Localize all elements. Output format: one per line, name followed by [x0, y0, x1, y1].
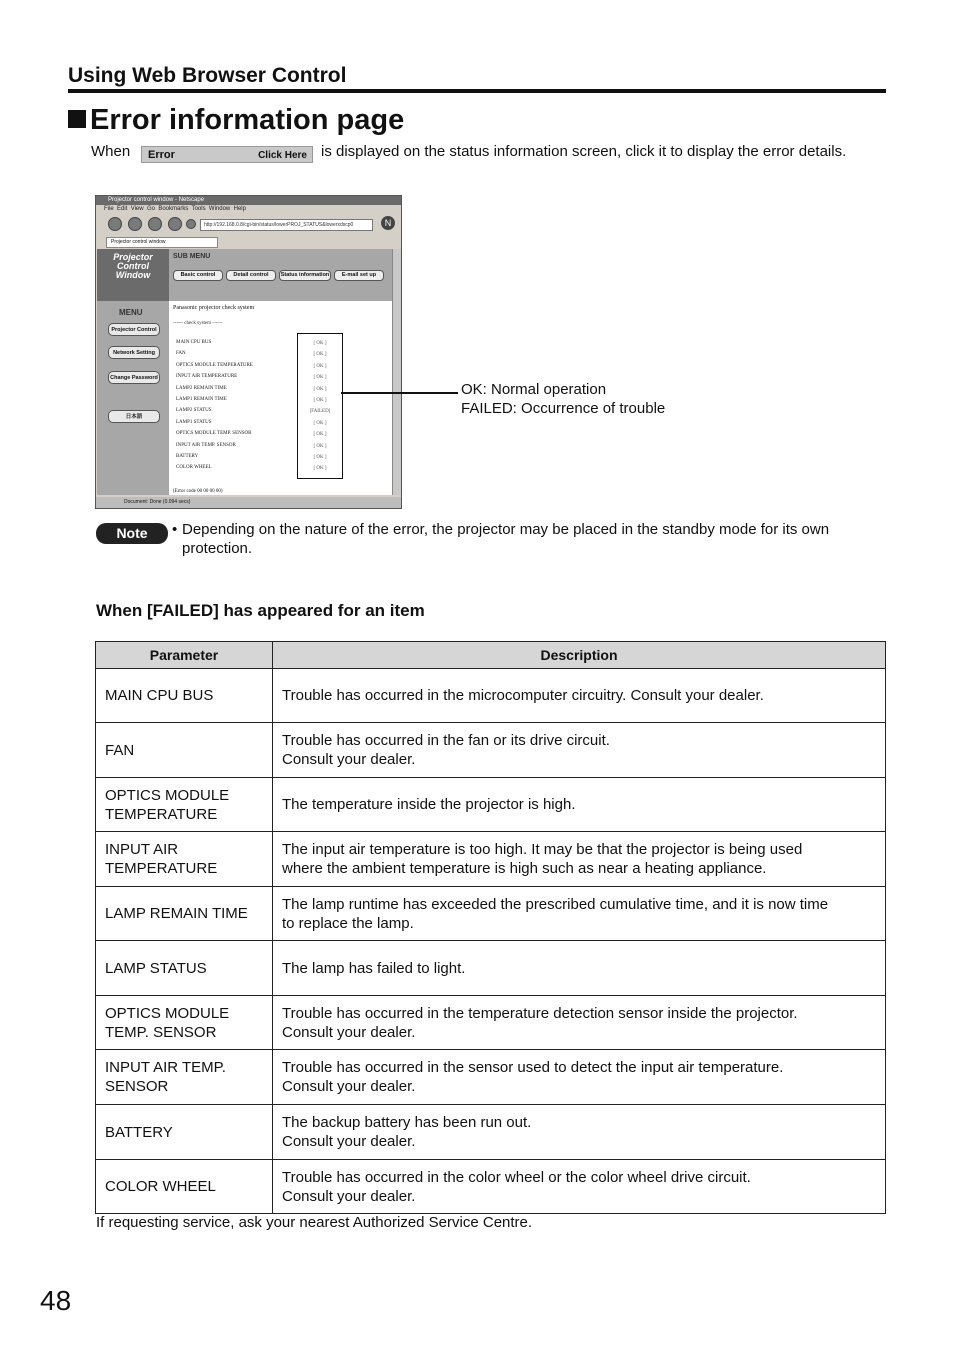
desc-line: Trouble has occurred in the temperature detection sensor inside the projector. [282, 1004, 798, 1022]
status-value: [ OK ] [313, 443, 327, 449]
menu-bookmarks: Bookmarks [158, 206, 189, 212]
desc-line: where the ambient temperature is high such as near a heating appliance. [282, 860, 767, 877]
netscape-logo-icon: N [381, 216, 395, 230]
callout-line [341, 392, 458, 394]
change-password-button: Change Password [108, 371, 160, 384]
service-note: If requesting service, ask your nearest Authorized Service Centre. [96, 1214, 533, 1231]
page-title-text: Error information page [90, 104, 405, 136]
check-item: INPUT AIR TEMP. SENSOR [176, 442, 236, 448]
japanese-button: 日本語 [108, 410, 160, 423]
param-line: FAN [105, 741, 135, 759]
status-value: [ OK ] [313, 455, 327, 461]
table-row [96, 996, 886, 1050]
table-header-row [96, 642, 886, 669]
status-value: [ OK ] [313, 375, 327, 381]
status-value: [ OK ] [313, 341, 327, 346]
param-cell [96, 1105, 273, 1160]
submenu-bar [169, 249, 392, 301]
col-description: Description [273, 642, 886, 669]
table-row [96, 669, 886, 723]
desc-cell [273, 669, 886, 723]
url-field: http://192.168.0.8/cgi-bin/status/lowerPROJ_STATUS&lowerxdscp0 [200, 219, 373, 231]
status-value: [ OK ] [313, 363, 327, 369]
browser-tabbar [96, 234, 401, 248]
table-row [96, 1160, 886, 1214]
detail-control-button: Detail control [226, 270, 276, 281]
check-item: BATTERY [176, 454, 199, 460]
desc-line: Consult your dealer. [282, 1078, 416, 1095]
param-line: LAMP STATUS [105, 959, 207, 977]
square-bullet-icon [68, 110, 86, 128]
submenu-label: SUB MENU [173, 253, 211, 260]
param-line: TEMPERATURE [105, 860, 218, 877]
param-line: INPUT AIR [105, 841, 179, 858]
check-item-list [176, 337, 253, 474]
table-row [96, 1105, 886, 1160]
section-divider [68, 89, 886, 93]
check-item: OPTICS MODULE TEMPERATURE [176, 362, 253, 368]
check-item: LAMP1 REMAIN TIME [176, 397, 227, 403]
param-line: COLOR WHEEL [105, 1178, 216, 1195]
menu-help: Help [233, 206, 246, 212]
back-icon [108, 217, 122, 231]
menu-tools: Tools [191, 206, 206, 212]
brand-line: Projector [113, 252, 153, 262]
note-body: Depending on the nature of the error, the projector may be placed in the standby mode for its own protection. [182, 521, 830, 557]
menu-label: MENU [119, 308, 143, 317]
desc-line: Consult your dealer. [282, 751, 416, 768]
status-value: [ OK ] [313, 352, 327, 358]
table-row [96, 778, 886, 832]
param-line: LAMP REMAIN TIME [105, 905, 248, 922]
status-value: [ OK ] [313, 466, 327, 472]
menu-edit: Edit [117, 206, 128, 212]
desc-line: The lamp has failed to light. [282, 959, 466, 977]
error-click-here-badge [141, 146, 313, 163]
check-item: COLOR WHEEL [176, 465, 212, 471]
desc-line: Consult your dealer. [282, 1023, 416, 1041]
param-cell [96, 832, 273, 887]
page-title [68, 104, 404, 137]
intro-text: is displayed on the status information screen, click it to display the error details. [321, 143, 847, 160]
param-line: TEMPERATURE [105, 805, 218, 823]
col-parameter: Parameter [96, 642, 273, 669]
check-item: LAMP2 STATUS [176, 408, 212, 414]
param-cell [96, 723, 273, 778]
desc-line: Trouble has occurred in the microcomputer circuitry. Consult your dealer. [282, 687, 764, 704]
brand-line: Window [115, 270, 151, 280]
menu-view: View [130, 206, 144, 212]
browser-statusbar: Document: Done (0.094 secs) [96, 497, 401, 508]
desc-line: The input air temperature is too high. It may be that the projector is being used [282, 841, 803, 858]
failed-parameter-table [95, 641, 886, 1214]
check-item: INPUT AIR TEMPERATURE [176, 374, 238, 380]
check-item: LAMP1 STATUS [176, 419, 212, 425]
status-value: [ OK ] [313, 398, 327, 404]
brand-block [97, 249, 169, 301]
window-title: Projector control window - Netscape [96, 196, 401, 205]
status-value: [ OK ] [313, 386, 327, 392]
home-icon [186, 219, 196, 229]
status-value: [ OK ] [313, 432, 327, 438]
check-item: FAN [176, 351, 186, 357]
browser-menubar [96, 205, 401, 214]
bullet-icon: • [172, 521, 178, 538]
desc-cell [273, 723, 886, 778]
table-row [96, 1050, 886, 1105]
intro-prefix: When [91, 143, 131, 160]
network-setting-button: Network Setting [108, 346, 160, 359]
page-number: 48 [40, 1285, 72, 1316]
param-line: OPTICS MODULE [105, 1004, 230, 1022]
status-panel [169, 249, 392, 495]
browser-tab: Projector control window [106, 237, 218, 248]
callout-legend [461, 380, 665, 418]
desc-cell [273, 887, 886, 941]
status-list [298, 338, 342, 475]
callout-failed: FAILED: Occurrence of trouble [461, 400, 666, 417]
desc-cell [273, 1050, 886, 1105]
menu-file: File [104, 206, 114, 212]
status-value: [ OK ] [313, 420, 327, 426]
check-item: MAIN CPU BUS [176, 340, 212, 345]
reload-icon [148, 217, 162, 231]
param-cell [96, 941, 273, 996]
menu-window: Window [208, 206, 231, 212]
menu-go: Go [146, 206, 155, 212]
status-box [297, 333, 343, 479]
check-item: LAMP2 REMAIN TIME [176, 385, 227, 391]
check-item: OPTICS MODULE TEMP. SENSOR [176, 431, 252, 437]
desc-line: Trouble has occurred in the sensor used to detect the input air temperature. [282, 1059, 784, 1076]
param-cell [96, 1050, 273, 1105]
desc-cell [273, 778, 886, 832]
brand-line: Control [117, 261, 149, 271]
browser-toolbar [96, 214, 401, 232]
desc-line: The backup battery has been run out. [282, 1114, 532, 1131]
desc-line: The temperature inside the projector is high. [282, 796, 576, 813]
desc-line: Trouble has occurred in the fan or its drive circuit. [282, 732, 610, 749]
check-system-subtitle: ------ check system ------ [173, 321, 223, 326]
check-system-title: Panasonic projector check system [173, 305, 255, 311]
email-setup-button: E-mail set up [334, 270, 384, 281]
browser-screenshot [95, 195, 402, 509]
desc-cell [273, 832, 886, 887]
desc-cell [273, 941, 886, 996]
param-cell [96, 778, 273, 832]
param-line: SENSOR [105, 1078, 169, 1095]
error-code: (Error code 00 00 00 00) [173, 489, 223, 494]
callout-ok: OK: Normal operation [461, 381, 607, 398]
stop-icon [168, 217, 182, 231]
status-value: [FAILED] [309, 409, 331, 415]
note-badge: Note [96, 523, 168, 544]
projector-control-button: Projector Control [108, 323, 160, 336]
table-row [96, 887, 886, 941]
click-here-label: Click Here [258, 150, 307, 161]
table-row [96, 941, 886, 996]
section-title: Using Web Browser Control [68, 64, 347, 87]
note-text [172, 520, 886, 558]
table-row [96, 832, 886, 887]
param-cell [96, 887, 273, 941]
desc-cell [273, 1160, 886, 1214]
status-information-button: Status information [279, 270, 331, 281]
param-cell [96, 1160, 273, 1214]
desc-cell [273, 1105, 886, 1160]
desc-line: Consult your dealer. [282, 1187, 416, 1205]
param-cell [96, 996, 273, 1050]
param-cell [96, 669, 273, 723]
table-row [96, 723, 886, 778]
desc-line: Trouble has occurred in the color wheel or the color wheel drive circuit. [282, 1168, 751, 1186]
basic-control-button: Basic control [173, 270, 223, 281]
scrollbar [392, 249, 401, 495]
forward-icon [128, 217, 142, 231]
desc-cell [273, 996, 886, 1050]
desc-line: Consult your dealer. [282, 1133, 416, 1150]
param-line: MAIN CPU BUS [105, 687, 214, 704]
failed-section-heading: When [FAILED] has appeared for an item [96, 601, 425, 620]
param-line: OPTICS MODULE [105, 786, 230, 804]
left-menu-panel [97, 249, 169, 495]
desc-line: The lamp runtime has exceeded the prescribed cumulative time, and it is now time [282, 895, 829, 913]
param-line: TEMP. SENSOR [105, 1023, 217, 1041]
error-badge-label: Error [148, 149, 175, 161]
param-line: BATTERY [105, 1123, 173, 1141]
param-line: INPUT AIR TEMP. [105, 1059, 226, 1076]
desc-line: to replace the lamp. [282, 914, 414, 932]
